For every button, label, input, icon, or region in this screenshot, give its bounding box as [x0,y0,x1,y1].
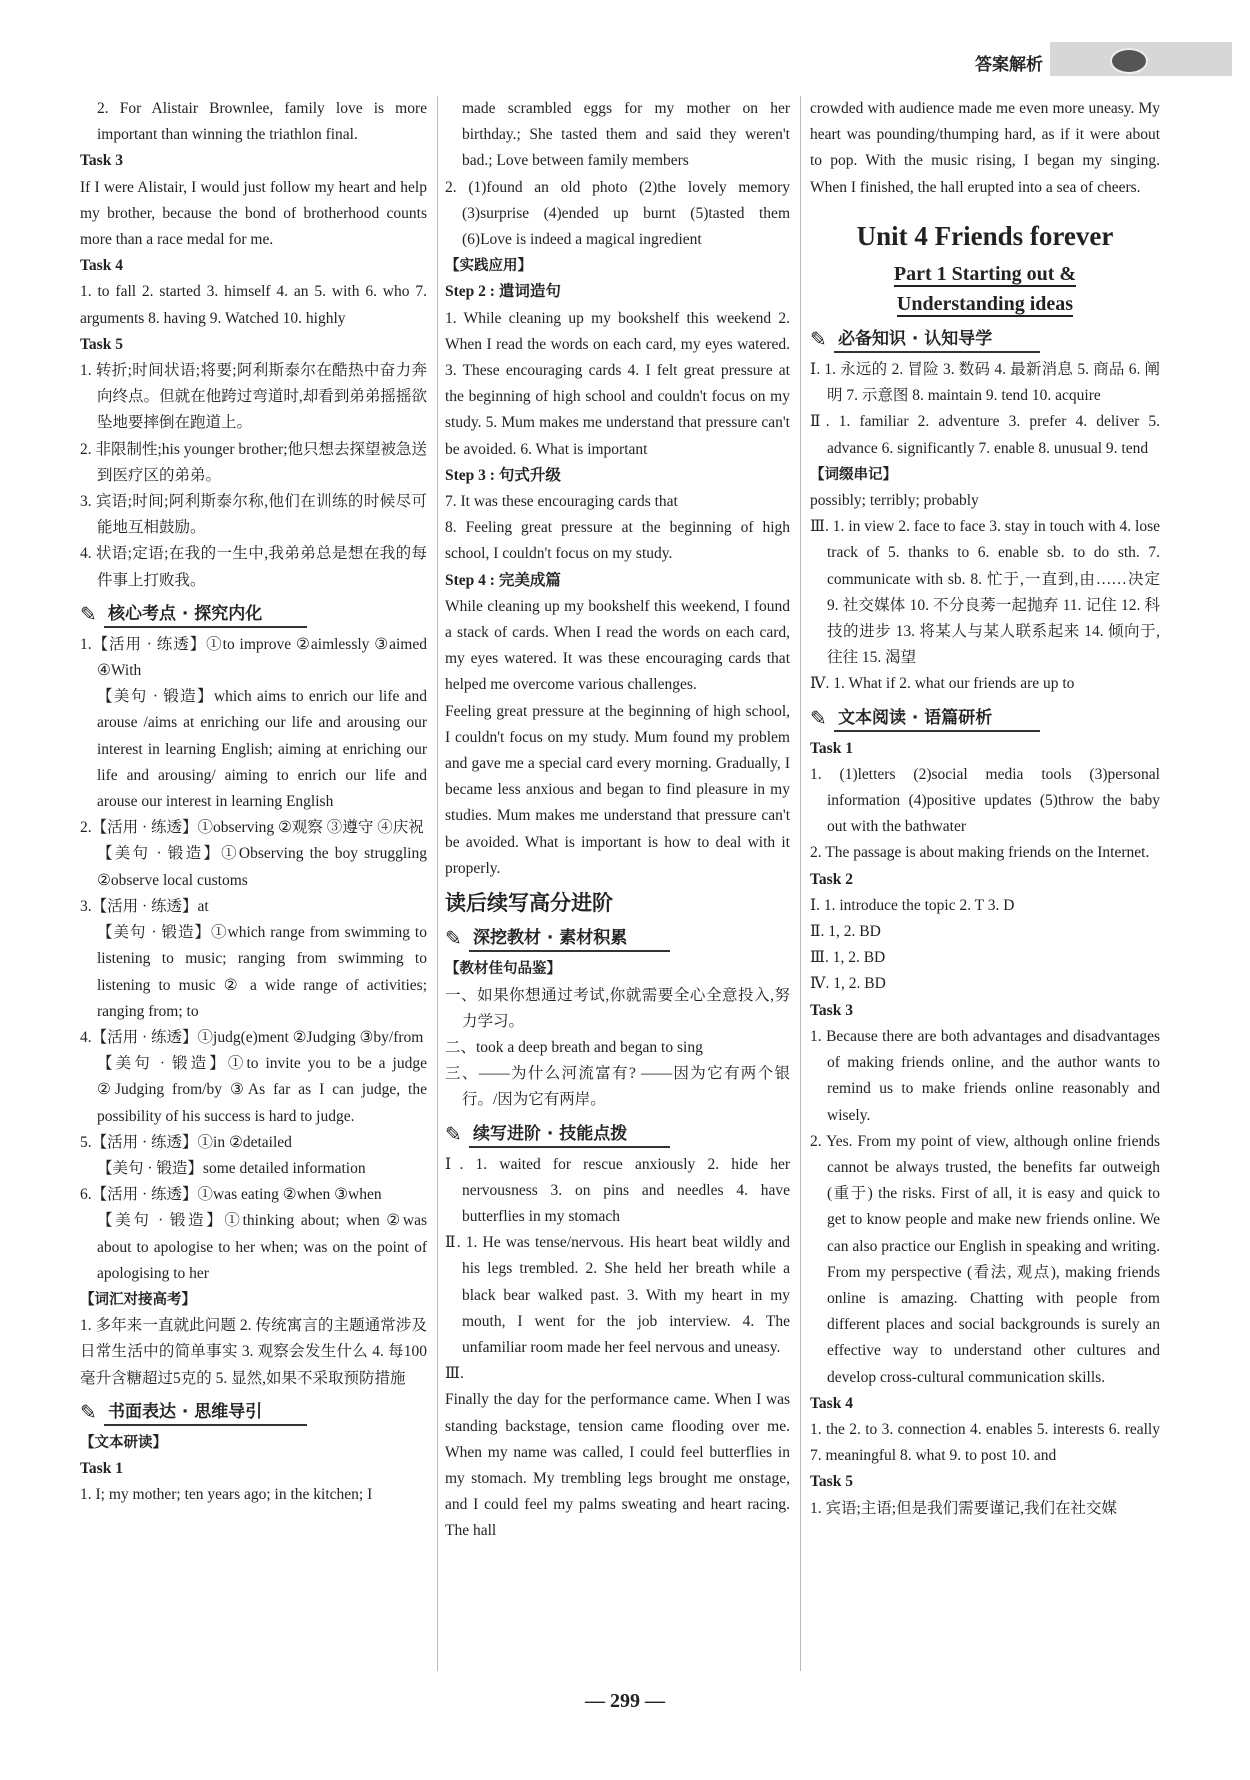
text-line: 【教材佳句品鉴】 [445,961,561,978]
text-line: 1. 转折;时间状语;将要;阿利斯泰尔在酷热中奋力奔向终点。但就在他跨过弯道时,却看到弟弟摇摇欲坠地要摔倒在跑道上。 [80,362,427,432]
text-line [810,289,1160,319]
text-line: 1. I; my mother; ten years ago; in the kitchen; I [80,1486,373,1504]
text-line: 3. 宾语;时间;阿利斯泰尔称,他们在训练的时候尽可能地互相鼓励。 [80,493,427,537]
text-line: 1. While cleaning up my bookshelf this weekend 2. When I read the words on each card, my eyes watered. 3. These encouraging cards 4. I felt great pressure at the beginning of high school and couldn't focus on my study. 5. Mum makes me understand that pressure can't be avoided. 6. What is important [445,309,790,458]
column-3 [810,96,1160,1522]
task-heading: Task 3 [810,1001,853,1019]
section-heading: ✎ 必备知识 · 认知导学 [810,325,1160,353]
task-heading: Task 4 [810,1394,853,1412]
text-line: If I were Alistair, I would just follow my heart and help my brother, because the bond of brotherhood counts more than a race medal for me. [80,178,427,249]
text-line: 1. the 2. to 3. connection 4. enables 5. interests 6. really 7. meaningful 8. what 9. to post 10. and [810,1420,1160,1465]
section-heading: ✎ 续写进阶 · 技能点拨 [445,1120,790,1148]
text-line: possibly; terribly; probably [810,492,979,510]
text-line: 【美句 · 锻造】①thinking about; when ②was about to apologise to her when; was on the point of apologising to her [97,1212,427,1282]
text-line: 【美句 · 锻造】①Observing the boy struggling ②observe local customs [97,845,427,889]
text-line: Ⅳ. 1. What if 2. what our friends are up to [810,675,1075,693]
header-title: 答案解析 [975,55,1043,75]
text-line: 4. 状语;定语;在我的一生中,我弟弟总是想在我的每件事上打败我。 [80,545,427,589]
text-line: Ⅱ. 1. He was tense/nervous. His heart beat wildly and his legs trembled. 2. She held her breath while a black bear walked past. 3. With my heart in my mouth, I went for the job interview. 4. The unfamiliar room made her feel nervous and uneasy. [445,1234,790,1356]
text-line: 【美句 · 锻造】①to invite you to be a judge ②Judging from/by ③As far as I can judge, the possibility of his success is hard to judge. [97,1055,427,1125]
section-heading: ✎ 深挖教材 · 素材积累 [445,924,790,952]
text-line: Ⅰ. 1. 永远的 2. 冒险 3. 数码 4. 最新消息 5. 商品 6. 阐明 7. 示意图 8. maintain 9. tend 10. acquire [810,361,1160,405]
text-line: Ⅰ. 1. waited for rescue anxiously 2. hide her nervousness 3. on pins and needles 4. have butterflies in my stomach [445,1155,790,1225]
text-line: While cleaning up my bookshelf this weekend, I found a stack of cards. When I read the words on each card, my eyes watered. It was these encouraging cards that helped me overcome various challenges. [445,597,790,694]
text-line: Ⅲ. [445,1365,464,1383]
task-heading: Step 2 : 遣词造句 [445,283,561,301]
text-line: 读后续写高分进阶 [445,891,613,916]
task-heading: Task 1 [810,739,853,757]
text-line: 7. It was these encouraging cards that [445,493,678,511]
text-line: 1.【活用 · 练透】①to improve ②aimlessly ③aimed ④With [80,635,427,680]
text-line: Finally the day for the performance came. When I was standing backstage, tension came flooding over me. When my name was called, I could feel butterflies in my stomach. My trembling legs brought me onstage, and I could feel my palms sweating and heart racing. The hall [445,1391,790,1540]
page-number: — 299 — [585,1690,665,1712]
task-heading: Task 3 [80,152,123,170]
text-line: 【美句 · 锻造】some detailed information [97,1159,366,1177]
text-line: 1. to fall 2. started 3. himself 4. an 5. with 6. who 7. arguments 8. having 9. Watched 10. highly [80,283,427,327]
text-line: Ⅰ. 1. introduce the topic 2. T 3. D [810,896,1015,914]
text-line: Ⅱ. 1. familiar 2. adventure 3. prefer 4. deliver 5. advance 6. significantly 7. enable 8. unusual 9. tend [810,413,1160,457]
task-heading: Task 1 [80,1459,123,1477]
section-heading: ✎ 书面表达 · 思维导引 [80,1398,427,1426]
text-line: crowded with audience made me even more uneasy. My heart was pounding/thumping hard, as if it were about to pop. With the music rising, I began my singing. When I finished, the hall erupted into a sea of cheers. [810,100,1160,196]
text-line: 1. 多年来一直就此问题 2. 传统寓言的主题通常涉及日常生活中的简单事实 3. 观察会发生什么 4. 每100毫升含糖超过5克的 5. 显然,如果不采取预防措施 [80,1317,427,1387]
text-line: 2.【活用 · 练透】①observing ②观察 ③遵守 ④庆祝 [80,819,424,837]
text-line: 【词汇对接高考】 [80,1291,196,1308]
part-heading-text: Part 1 Starting out & [893,263,1077,286]
text-line: 2. (1)found an old photo (2)the lovely memory (3)surprise (4)ended up burnt (5)tasted them (6)Love is indeed a magical ingredient [445,178,790,249]
task-heading: Step 3 : 句式升级 [445,466,561,484]
text-line: 1. 宾语;主语;但是我们需要谨记,我们在社交媒 [810,1499,1117,1517]
text-line: 1. (1)letters (2)social media tools (3)personal information (4)positive updates (5)throw the baby out with the bathwater [810,765,1160,836]
column-2 [445,96,790,1545]
task-heading: Step 4 : 完美成篇 [445,571,561,589]
text-line: 【文本研读】 [80,1434,167,1451]
text-line: 3.【活用 · 练透】at [80,897,209,915]
text-line: Ⅳ. 1, 2. BD [810,975,886,993]
text-line: 2. Yes. From my point of view, although online friends cannot be always trusted, the benefits far outweigh (重于) the risks. First of all, it is easy and quick to get to know people and make new friends online. We can also practice our English in speaking and writing. From my perspective (看法, 观点), making friends online is amazing. Chatting with people from different places and social backgrounds is surely an effective way to understand other cultures and develop cross-cultural communication skills. [810,1132,1160,1386]
text-line: 三、——为什么河流富有? ——因为它有两个银行。/因为它有两岸。 [445,1065,790,1109]
task-heading: Task 5 [80,335,123,353]
text-line: 2. For Alistair Brownlee, family love is more important than winning the triathlon final. [97,100,427,144]
text-line: 6.【活用 · 练透】①was eating ②when ③when [80,1186,382,1204]
text-line: made scrambled eggs for my mother on her birthday.; She tasted them and said they weren't bad.; Love between family members [462,100,790,170]
section-heading: ✎ 核心考点 · 探究内化 [80,600,427,628]
text-line: Ⅱ. 1, 2. BD [810,923,881,941]
text-line: 【美句 · 锻造】which aims to enrich our life and arouse /aims at enriching our life and arousing our interest in learning English; aiming at enriching our life and arousing/ aiming to enrich our life and arouse our interest in learning English [97,688,427,811]
header-logo-icon [1110,48,1148,74]
text-line: 2. The passage is about making friends on the Internet. [810,844,1150,862]
text-line: Feeling great pressure at the beginning of high school, I couldn't focus on my study. Mum found my problem and gave me a special card every morning. Gradually, I became less anxious and began to find pleasure in my studies. Mum makes me understand that pressure can't be avoided. What is important is how to deal with it properly. [445,702,790,877]
text-line: Ⅲ. 1, 2. BD [810,949,886,967]
column-1 [80,96,427,1508]
text-line: 二、took a deep breath and began to sing [445,1038,703,1056]
column-divider [800,96,801,1671]
task-heading: Task 2 [810,870,853,888]
text-line: Ⅲ. 1. in view 2. face to face 3. stay in touch with 4. lose track of 5. thanks to 6. enable sb. to do sth. 7. communicate with sb. 8. 忙于,一直到,由……决定 9. 社交媒体 10. 不分良莠一起抛弃 11. 记住 12. 科技的进步 13. 将某人与某人联系起来 14. 倾向于,往往 15. 渴望 [810,518,1160,667]
unit-title: Unit 4 Friends forever [856,220,1114,251]
text-line: 2. 非限制性;his younger brother;他只想去探望被急送到医疗区的弟弟。 [80,440,428,484]
text-line: 4.【活用 · 练透】①judg(e)ment ②Judging ③by/from [80,1028,424,1046]
task-heading: Task 4 [80,257,123,275]
text-line: 【美句 · 锻造】①which range from swimming to listening to music; ranging from swimming to listening to music ② a wide range of activities; ranging from; to [97,924,427,1020]
text-line: 5.【活用 · 练透】①in ②detailed [80,1133,292,1151]
text-line: 8. Feeling great pressure at the beginning of high school, I couldn't focus on my study. [445,519,790,563]
section-heading: ✎ 文本阅读 · 语篇研析 [810,704,1160,732]
text-line: 1. Because there are both advantages and disadvantages of making friends online, and the author wants to remind us to make friends online reasonably and wisely. [810,1027,1160,1124]
task-heading: Task 5 [810,1473,853,1491]
text-line [810,259,1160,289]
text-line: 一、如果你想通过考试,你就需要全心全意投入,努力学习。 [445,986,790,1030]
text-line: 【词缀串记】 [810,466,897,483]
column-divider [437,96,438,1671]
text-line: 【实践应用】 [445,258,532,275]
part-heading-text: Understanding ideas [896,293,1074,316]
